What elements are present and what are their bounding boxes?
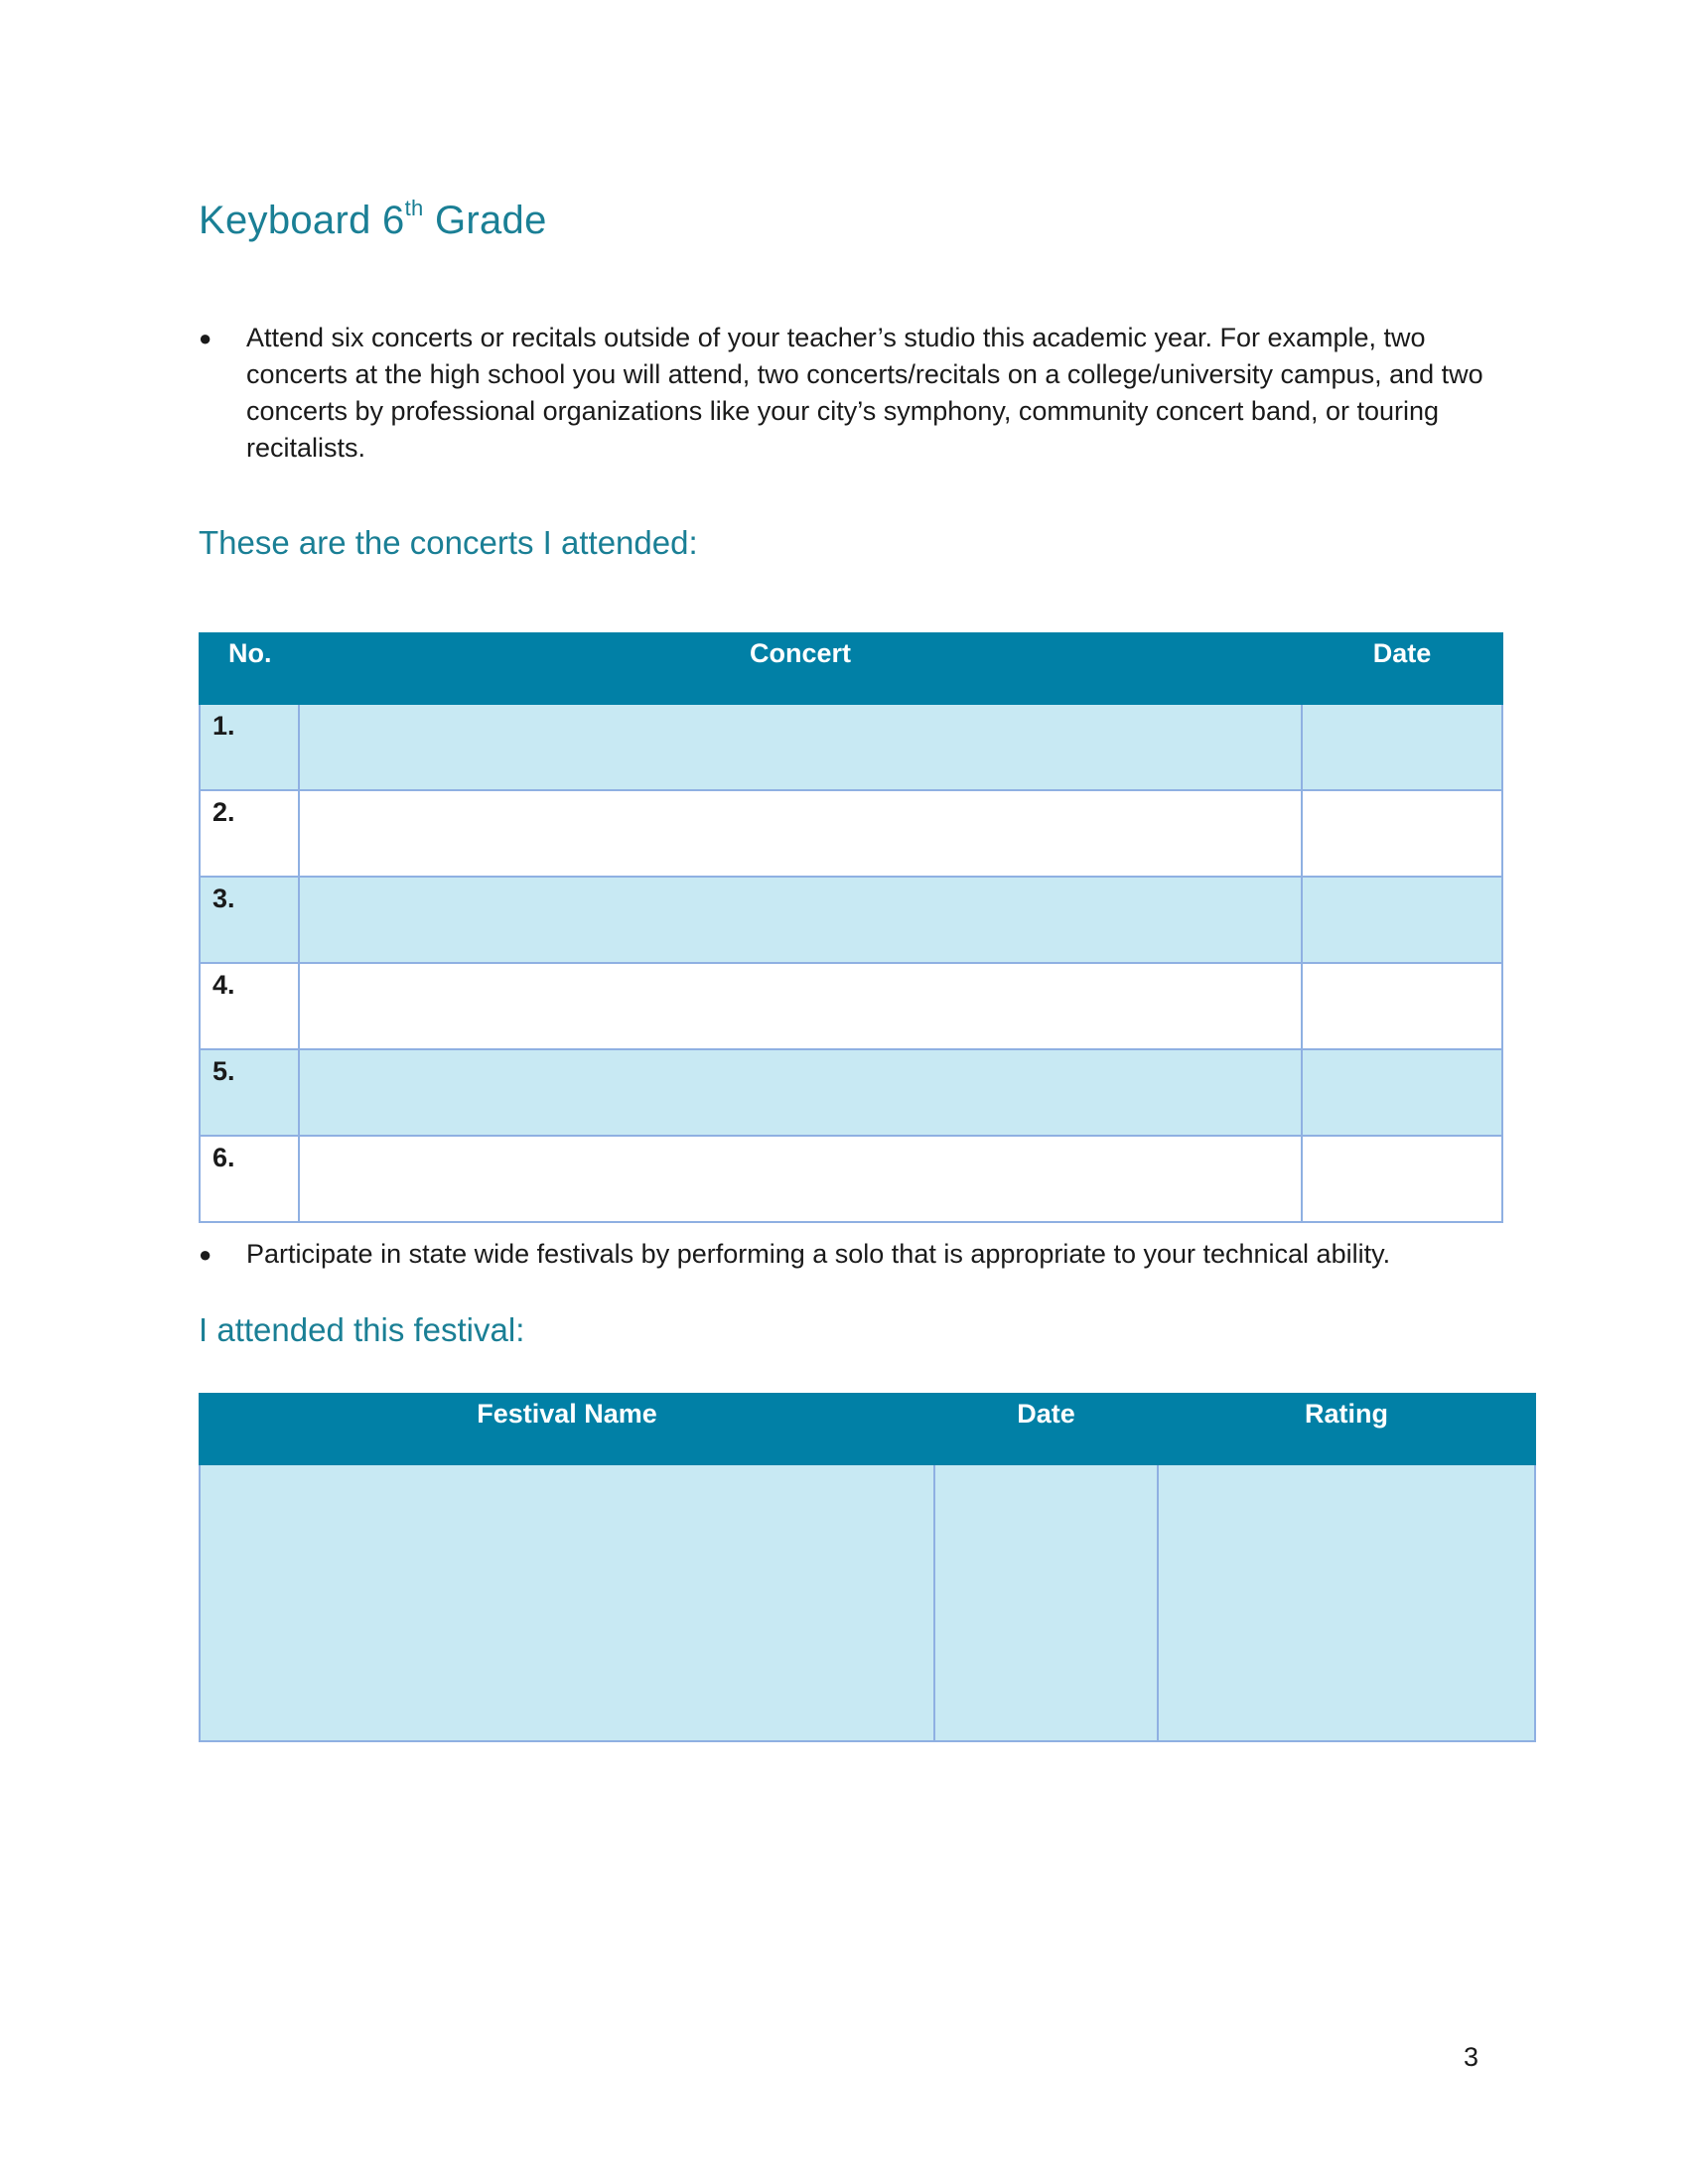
concert-cell[interactable] — [299, 1136, 1302, 1222]
concert-cell[interactable] — [299, 704, 1302, 790]
row-number: 5. — [200, 1049, 299, 1136]
table-row — [200, 704, 1502, 790]
date-cell[interactable] — [1302, 963, 1502, 1049]
date-cell[interactable] — [1302, 704, 1502, 790]
column-header-date: Date — [934, 1394, 1158, 1464]
concert-cell[interactable] — [299, 963, 1302, 1049]
row-number: 6. — [200, 1136, 299, 1222]
table-row — [200, 877, 1502, 963]
column-header-date: Date — [1302, 633, 1502, 704]
concert-cell[interactable] — [299, 790, 1302, 877]
column-header-festival-name: Festival Name — [200, 1394, 934, 1464]
table-row — [200, 1136, 1502, 1222]
bullet-icon: ● — [199, 1242, 212, 1267]
bullet-icon: ● — [199, 326, 212, 350]
table-row — [200, 1049, 1502, 1136]
concert-cell[interactable] — [299, 877, 1302, 963]
row-number: 2. — [200, 790, 299, 877]
row-number: 3. — [200, 877, 299, 963]
table-row — [200, 790, 1502, 877]
row-number: 1. — [200, 704, 299, 790]
page-number: 3 — [1464, 2042, 1479, 2072]
list-item: ● Participate in state wide festivals by performing a solo that is appropriate to your technical ability. — [199, 1236, 1527, 1273]
rating-cell[interactable] — [1158, 1464, 1535, 1741]
column-header-no: No. — [200, 633, 299, 704]
festival-heading: I attended this festival: — [199, 1311, 525, 1348]
date-cell[interactable] — [1302, 1136, 1502, 1222]
column-header-concert: Concert — [299, 633, 1302, 704]
date-cell[interactable] — [1302, 1049, 1502, 1136]
concerts-heading: These are the concerts I attended: — [199, 524, 698, 561]
column-header-rating: Rating — [1158, 1394, 1535, 1464]
page-title: Keyboard 6th Grade — [199, 195, 547, 242]
table-row — [200, 963, 1502, 1049]
concert-cell[interactable] — [299, 1049, 1302, 1136]
list-item: ● Attend six concerts or recitals outside of your teacher’s studio this academic year. For example, two concerts at the high school you will attend, two concerts/recitals on a college/university campus, and two concerts by professional organizations like your city’s symphony, community concert band, or touring recitalists. — [199, 320, 1527, 467]
concerts-table — [199, 632, 1503, 1223]
date-cell[interactable] — [934, 1464, 1158, 1741]
date-cell[interactable] — [1302, 790, 1502, 877]
festival-table — [199, 1393, 1536, 1742]
festival-name-cell[interactable] — [200, 1464, 934, 1741]
table-row — [200, 1464, 1535, 1741]
date-cell[interactable] — [1302, 877, 1502, 963]
row-number: 4. — [200, 963, 299, 1049]
